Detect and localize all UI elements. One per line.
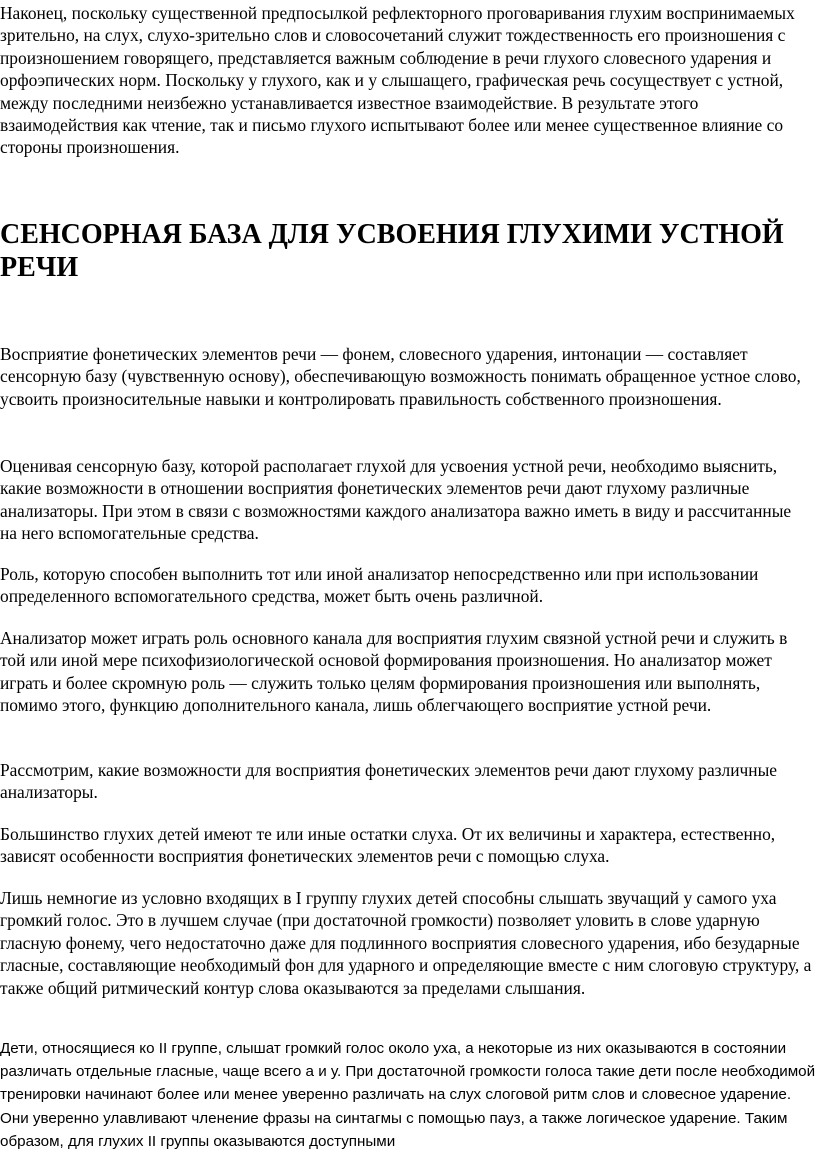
intro-paragraph: Наконец, поскольку существенной предпосылкой рефлекторного проговаривания глухим воспринимаемых зрительно, на слух, слухо-зрительно слов и словосочетаний служит тождественность его произношения с произношением говорящего, представляется важным соблюдение в речи глухого словесного ударения и орфоэпических норм. Поскольку у глухого, как и у слышащего, графическая речь сосуществует с устной, между последними неизбежно устанавливается известное взаимодействие. В результате этого взаимодействия как чтение, так и письмо глухого испытывают более или менее существенное влияние со стороны произношения. — [0, 3, 795, 158]
paragraph: Большинство глухих детей имеют те или иные остатки слуха. От их величины и характера, естественно, зависят особенности восприятия фонетических элементов речи с помощью слуха. — [0, 824, 776, 867]
section-heading: СЕНСОРНАЯ БАЗА ДЛЯ УСВОЕНИЯ ГЛУХИМИ УСТНОЙ РЕЧИ — [0, 219, 784, 283]
paragraph: Восприятие фонетических элементов речи — фонем, словесного ударения, интонации — составляет сенсорную базу (чувственную основу), обеспечивающую возможность понимать обращенное устное слово, усвоить произносительные навыки и контролировать правильность собственного произношения. — [0, 344, 801, 409]
paragraph: Лишь немногие из условно входящих в I группу глухих детей способны слышать звучащий у самого уха громкий голос. Это в лучшем случае (при достаточной громкости) позволяет уловить в слове ударную гласную фонему, чего недостаточно даже для подлинного восприятия словесного ударения, ибо безударные гласные, составляющие необходимый фон для ударного и определяющие вместе с ним слоговую структуру, а также общий ритмический контур слова оказываются за пределами слышания. — [0, 888, 812, 998]
paragraph: Анализатор может играть роль основного канала для восприятия глухим связной устной речи и служить в той или иной мере психофизиологической основой формирования произношения. Но анализатор может играть и более скромную роль — служить только целям формирования произношения или выполнять, помимо этого, функцию дополнительного канала, лишь облегчающего восприятие устной речи. — [0, 628, 788, 716]
paragraph: Рассмотрим, какие возможности для восприятия фонетических элементов речи дают глухому различные анализаторы. — [0, 760, 777, 803]
paragraph: Роль, которую способен выполнить тот или иной анализатор непосредственно или при использовании определенного вспомогательного средства, может быть очень различной. — [0, 564, 759, 607]
final-paragraph: Дети, относящиеся ко II группе, слышат громкий голос около уха, а некоторые из них оказываются в состоянии различать отдельные гласные, чаще всего а и у. При достаточной громкости голоса такие дети после необходимой тренировки начинают более или менее уверенно различать на слух слоговой ритм слов и словесное ударение. Они уверенно улавливают членение фразы на синтагмы с помощью пауз, а также логическое ударение. Таким образом, для глухих II группы оказываются доступными — [0, 1040, 816, 1150]
paragraph: Оценивая сенсорную базу, которой располагает глухой для усвоения устной речи, необходимо выяснить, какие возможности в отношении восприятия фонетических элементов речи дают глухому различные анализаторы. При этом в связи с возможностями каждого анализатора важно иметь в виду и рассчитанные на него вспомогательные средства. — [0, 456, 792, 544]
